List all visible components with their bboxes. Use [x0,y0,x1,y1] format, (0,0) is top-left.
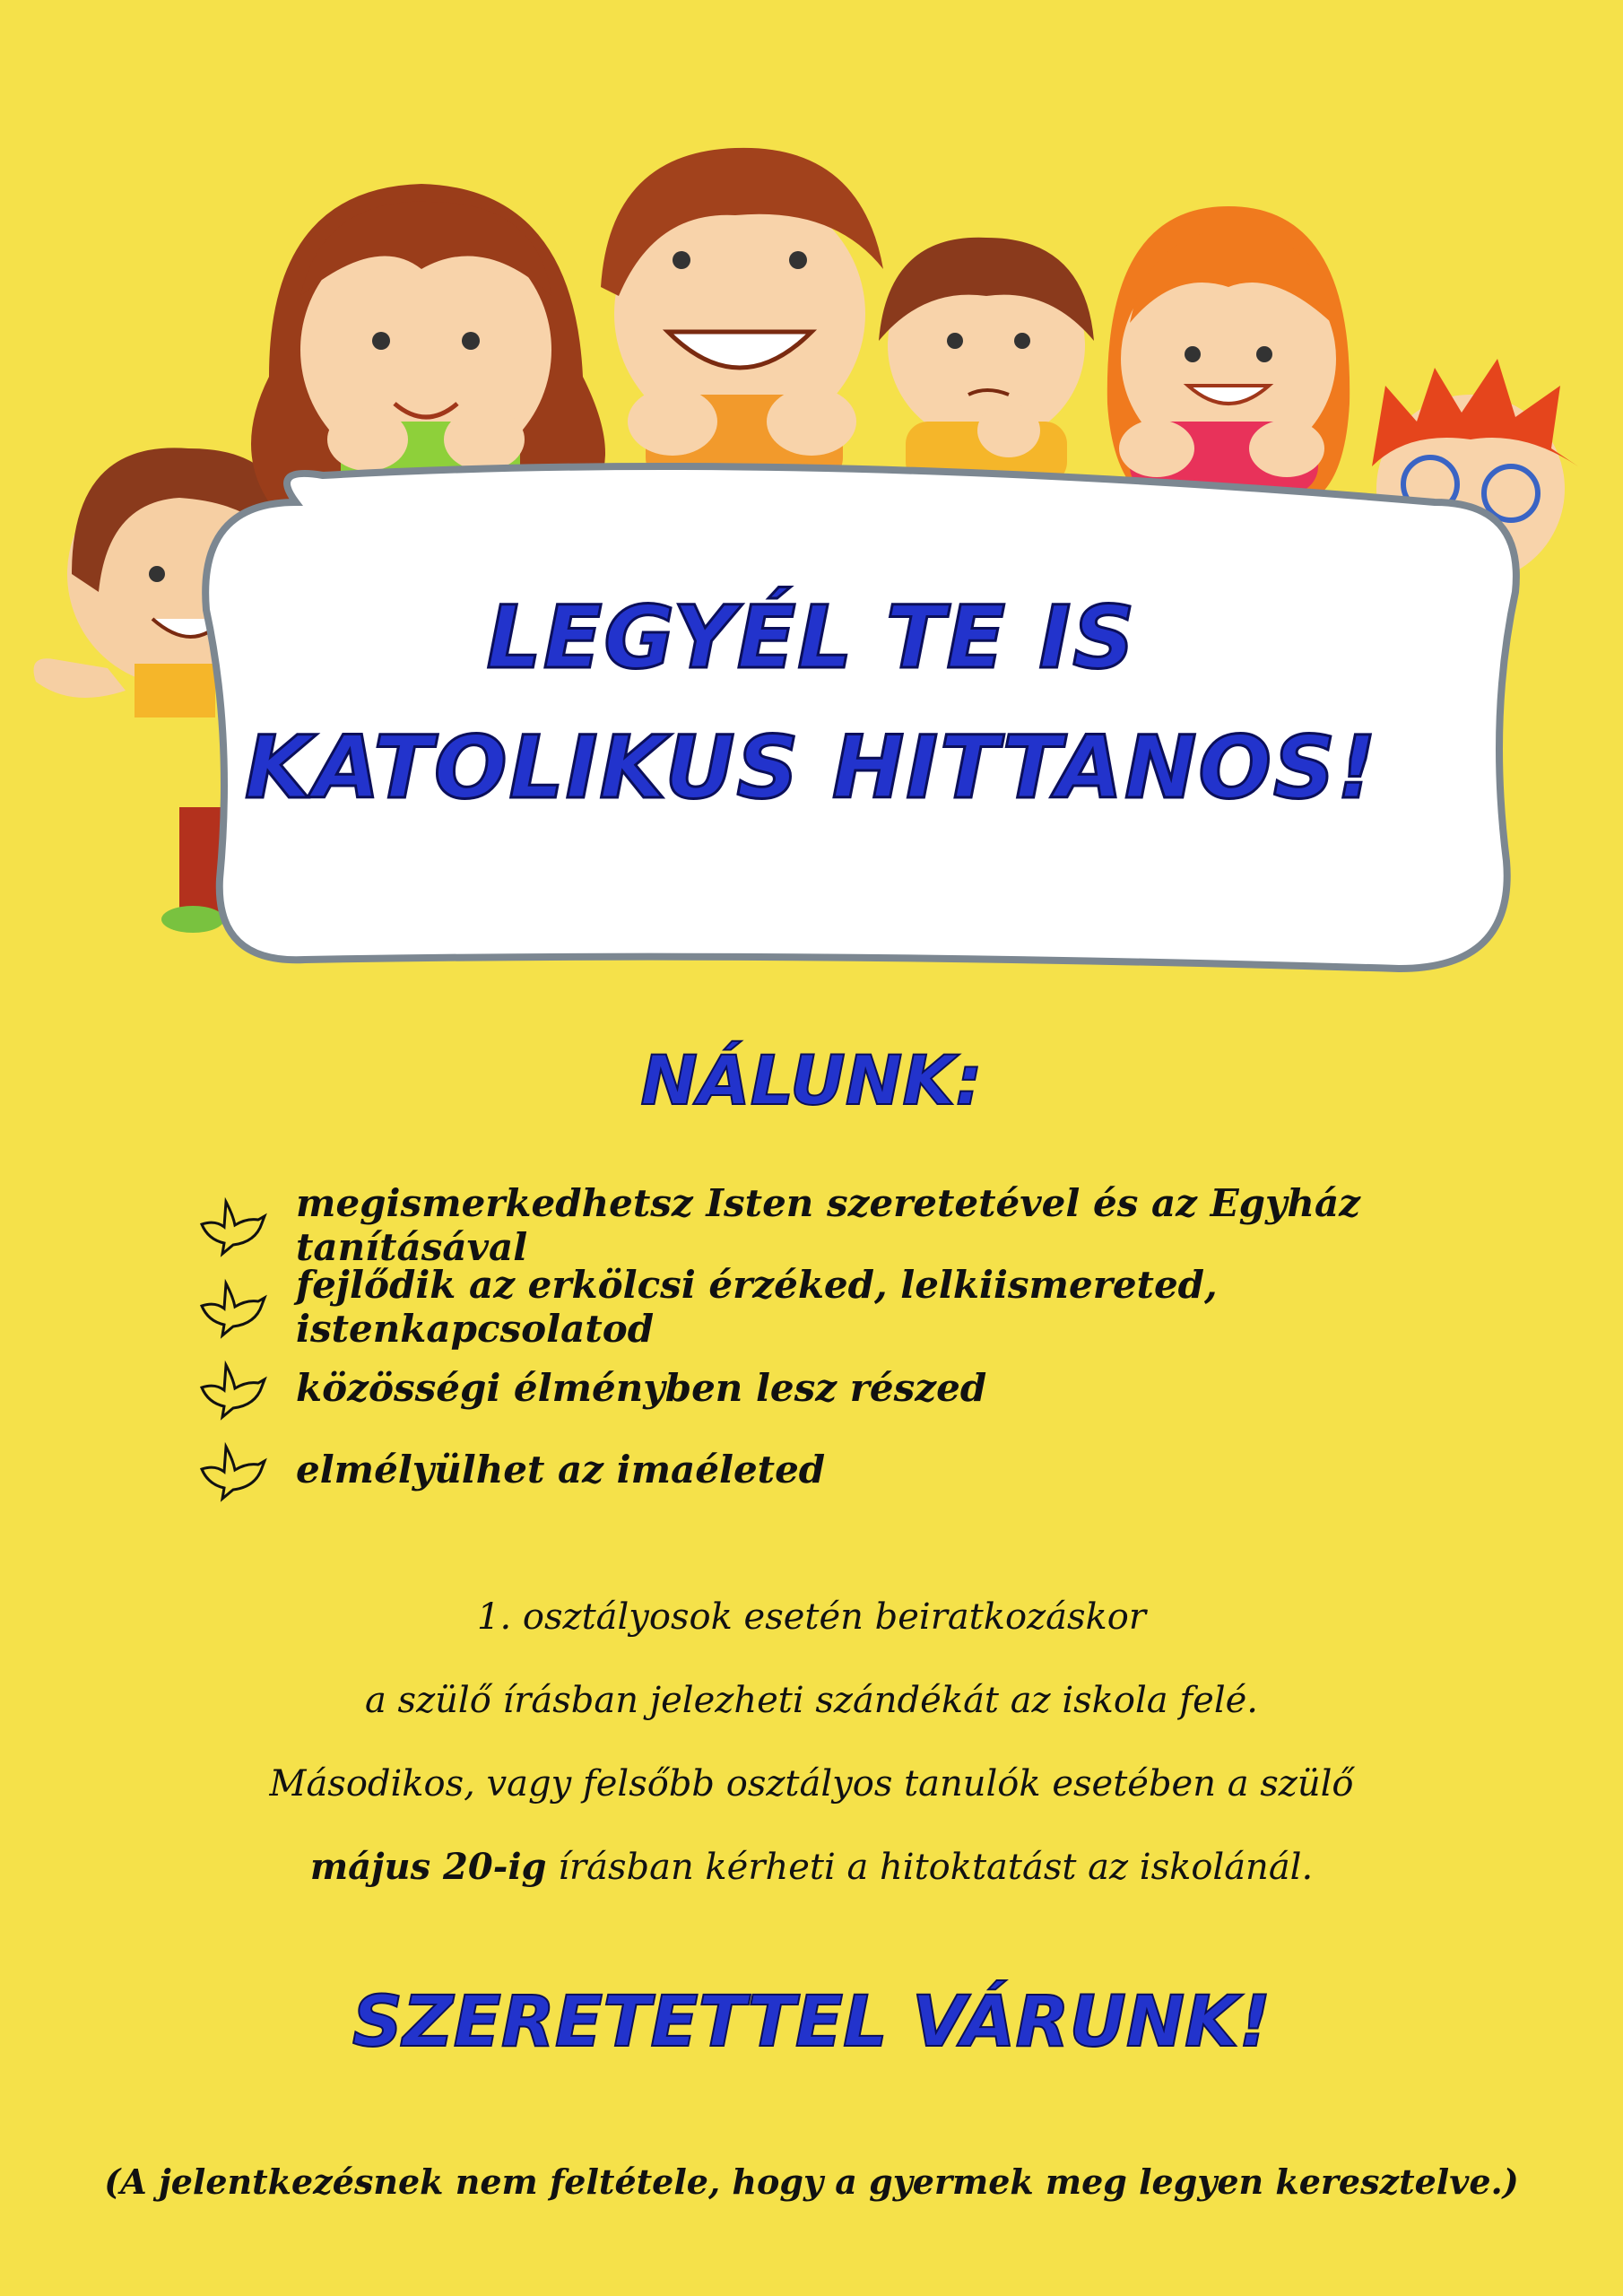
benefits-list [197,1180,1542,1510]
child-girl-ginger-hair [1107,206,1350,502]
benefit-text: fejlődik az erkölcsi érzéked, lelkiismereted, istenkapcsolatod [296,1262,1218,1351]
list-item [197,1429,1542,1510]
dove-icon [197,1356,269,1421]
dove-icon [197,1274,269,1339]
info-line-3: Másodikos, vagy felsőbb osztályos tanulók esetében a szülő [269,1763,1354,1805]
banner-title-line1: LEGYÉL TE IS [486,587,1137,688]
list-item [197,1262,1542,1351]
info-line-4-rest: írásban kérheti a hitoktatást az iskolánál. [546,1847,1314,1888]
footnote: (A jelentkezésnek nem feltétele, hogy a gyermek meg legyen keresztelve.) [104,2161,1519,2202]
info-line-4 [0,1833,1623,1917]
list-item [197,1347,1542,1429]
benefit-text: megismerkedhetsz Isten szeretetével és az Egyház tanításával [296,1180,1361,1269]
dove-icon [197,1438,269,1502]
list-item [197,1180,1542,1269]
closing-title: SZERETETTEL VÁRUNK! [352,1982,1271,2063]
children-illustration [0,0,1623,996]
dove-icon [197,1193,269,1257]
child-boy-thinking [879,238,1094,484]
benefit-text: közösségi élményben lesz részed [296,1366,987,1410]
info-line-1: 1. osztályosok esetén beiratkozáskor [477,1596,1146,1638]
child-girl-brown-hair [251,184,605,511]
child-boy-center [601,148,883,484]
banner-title-line2: KATOLIKUS HITTANOS! [245,718,1378,818]
deadline-text: május 20-ig [309,1846,547,1888]
enrollment-info [0,1583,1623,1917]
section-heading: NÁLUNK: [640,1040,983,1120]
info-line-2: a szülő írásban jelezheti szándékát az iskola felé. [364,1680,1258,1721]
benefit-text: elmélyülhet az imaéleted [296,1448,826,1492]
